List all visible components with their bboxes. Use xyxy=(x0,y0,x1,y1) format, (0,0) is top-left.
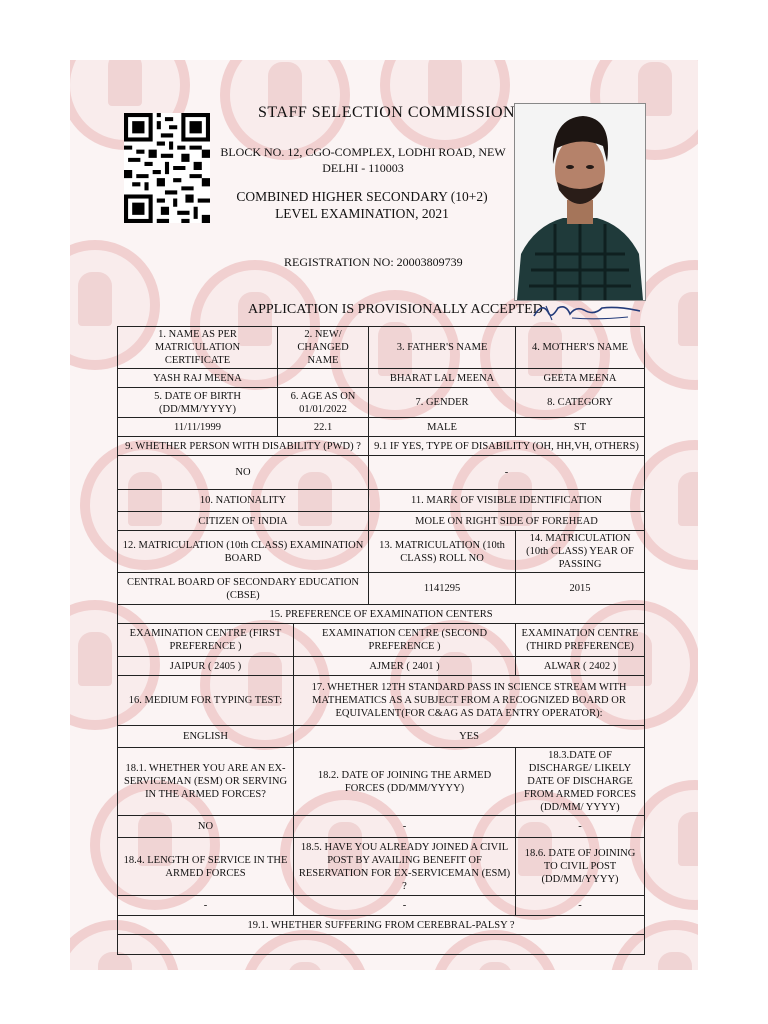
center-second-value: AJMER ( 2401 ) xyxy=(294,657,516,676)
science-stream-value: YES xyxy=(294,726,645,748)
age-value: 22.1 xyxy=(278,418,369,437)
mother-name-label: 4. MOTHER'S NAME xyxy=(516,327,645,369)
table-row xyxy=(118,896,645,916)
civil-post-date-label: 18.6. DATE OF JOINING TO CIVIL POST (DD/MM/YYYY) xyxy=(516,838,645,896)
table-row xyxy=(118,369,645,388)
gender-label: 7. GENDER xyxy=(369,388,516,418)
table-row xyxy=(118,657,645,676)
application-status: APPLICATION IS PROVISIONALLY ACCEPTED xyxy=(248,302,543,317)
disability-type-value: - xyxy=(369,456,645,490)
name-label: 1. NAME AS PER MATRICULATION CERTIFICATE xyxy=(118,327,278,369)
typing-medium-value: ENGLISH xyxy=(118,726,294,748)
table-row xyxy=(118,816,645,838)
name-value: YASH RAJ MEENA xyxy=(118,369,278,388)
table-row xyxy=(118,838,645,896)
esm-value: NO xyxy=(118,816,294,838)
commission-title: STAFF SELECTION COMMISSION xyxy=(258,104,516,121)
cerebral-palsy-value xyxy=(118,935,645,955)
father-name-label: 3. FATHER'S NAME xyxy=(369,327,516,369)
service-length-value: - xyxy=(118,896,294,916)
table-row xyxy=(118,676,645,726)
table-row xyxy=(118,437,645,456)
qr-code-icon xyxy=(124,113,210,223)
new-name-label: 2. NEW/ CHANGED NAME xyxy=(278,327,369,369)
center-first-label: EXAMINATION CENTRE (FIRST PREFERENCE ) xyxy=(118,624,294,657)
center-third-value: ALWAR ( 2402 ) xyxy=(516,657,645,676)
category-value: ST xyxy=(516,418,645,437)
candidate-signature xyxy=(528,298,648,324)
armed-forces-joining-label: 18.2. DATE OF JOINING THE ARMED FORCES (DD/MM/YYYY) xyxy=(294,748,516,816)
father-name-value: BHARAT LAL MEENA xyxy=(369,369,516,388)
matric-year-value: 2015 xyxy=(516,573,645,605)
typing-medium-label: 16. MEDIUM FOR TYPING TEST: xyxy=(118,676,294,726)
new-name-value xyxy=(278,369,369,388)
registration-number: REGISTRATION NO: 20003809739 xyxy=(284,255,463,269)
dob-value: 11/11/1999 xyxy=(118,418,278,437)
cerebral-palsy-label: 19.1. WHETHER SUFFERING FROM CEREBRAL-PALSY ? xyxy=(118,916,645,935)
matric-board-label: 12. MATRICULATION (10th CLASS) EXAMINATION BOARD xyxy=(118,531,369,573)
armed-forces-joining-value: - xyxy=(294,816,516,838)
disability-type-label: 9.1 IF YES, TYPE OF DISABILITY (OH, HH,VH, OTHERS) xyxy=(369,437,645,456)
table-row xyxy=(118,456,645,490)
center-third-label: EXAMINATION CENTRE (THIRD PREFERENCE) xyxy=(516,624,645,657)
table-row xyxy=(118,418,645,437)
matric-year-label: 14. MATRICULATION (10th CLASS) YEAR OF PASSING xyxy=(516,531,645,573)
table-row xyxy=(118,512,645,531)
table-row xyxy=(118,748,645,816)
armed-forces-discharge-value: - xyxy=(516,816,645,838)
dob-label: 5. DATE OF BIRTH (DD/MM/YYYY) xyxy=(118,388,278,418)
nationality-label: 10. NATIONALITY xyxy=(118,490,369,512)
civil-post-date-value: - xyxy=(516,896,645,916)
civil-post-joined-value: - xyxy=(294,896,516,916)
service-length-label: 18.4. LENGTH OF SERVICE IN THE ARMED FORCES xyxy=(118,838,294,896)
gender-value: MALE xyxy=(369,418,516,437)
armed-forces-discharge-label: 18.3.DATE OF DISCHARGE/ LIKELY DATE OF DISCHARGE FROM ARMED FORCES (DD/MM/ YYYY) xyxy=(516,748,645,816)
matric-roll-label: 13. MATRICULATION (10th CLASS) ROLL NO xyxy=(369,531,516,573)
table-row xyxy=(118,388,645,418)
pwd-value: NO xyxy=(118,456,369,490)
matric-roll-value: 1141295 xyxy=(369,573,516,605)
center-second-label: EXAMINATION CENTRE (SECOND PREFERENCE ) xyxy=(294,624,516,657)
category-label: 8. CATEGORY xyxy=(516,388,645,418)
nationality-value: CITIZEN OF INDIA xyxy=(118,512,369,531)
table-row xyxy=(118,624,645,657)
matric-board-value: CENTRAL BOARD OF SECONDARY EDUCATION (CBSE) xyxy=(118,573,369,605)
mother-name-value: GEETA MEENA xyxy=(516,369,645,388)
table-row xyxy=(118,726,645,748)
candidate-photo xyxy=(514,103,646,301)
table-row xyxy=(118,605,645,624)
table-row xyxy=(118,490,645,512)
science-stream-label: 17. WHETHER 12TH STANDARD PASS IN SCIENCE STREAM WITH MATHEMATICS AS A SUBJECT FROM A RECOGNIZED BOARD OR EQUIVALENT(FOR C&AG AS DATA ENTRY OPERATOR): xyxy=(294,676,645,726)
identification-label: 11. MARK OF VISIBLE IDENTIFICATION xyxy=(369,490,645,512)
center-first-value: JAIPUR ( 2405 ) xyxy=(118,657,294,676)
application-header xyxy=(0,0,768,330)
exam-centers-heading: 15. PREFERENCE OF EXAMINATION CENTERS xyxy=(118,605,645,624)
application-details-table xyxy=(117,326,645,955)
table-row xyxy=(118,935,645,955)
table-row xyxy=(118,531,645,573)
identification-value: MOLE ON RIGHT SIDE OF FOREHEAD xyxy=(369,512,645,531)
commission-address: BLOCK NO. 12, CGO-COMPLEX, LODHI ROAD, NEW DELHI - 110003 xyxy=(220,145,506,175)
table-row xyxy=(118,573,645,605)
pwd-label: 9. WHETHER PERSON WITH DISABILITY (PWD) ? xyxy=(118,437,369,456)
esm-label: 18.1. WHETHER YOU ARE AN EX-SERVICEMAN (ESM) OR SERVING IN THE ARMED FORCES? xyxy=(118,748,294,816)
table-row xyxy=(118,916,645,935)
age-label: 6. AGE AS ON 01/01/2022 xyxy=(278,388,369,418)
table-row xyxy=(118,327,645,369)
exam-name: COMBINED HIGHER SECONDARY (10+2) LEVEL EXAMINATION, 2021 xyxy=(236,189,488,221)
civil-post-joined-label: 18.5. HAVE YOU ALREADY JOINED A CIVIL POST BY AVAILING BENEFIT OF RESERVATION FOR EX-SERVICEMAN (ESM) ? xyxy=(294,838,516,896)
